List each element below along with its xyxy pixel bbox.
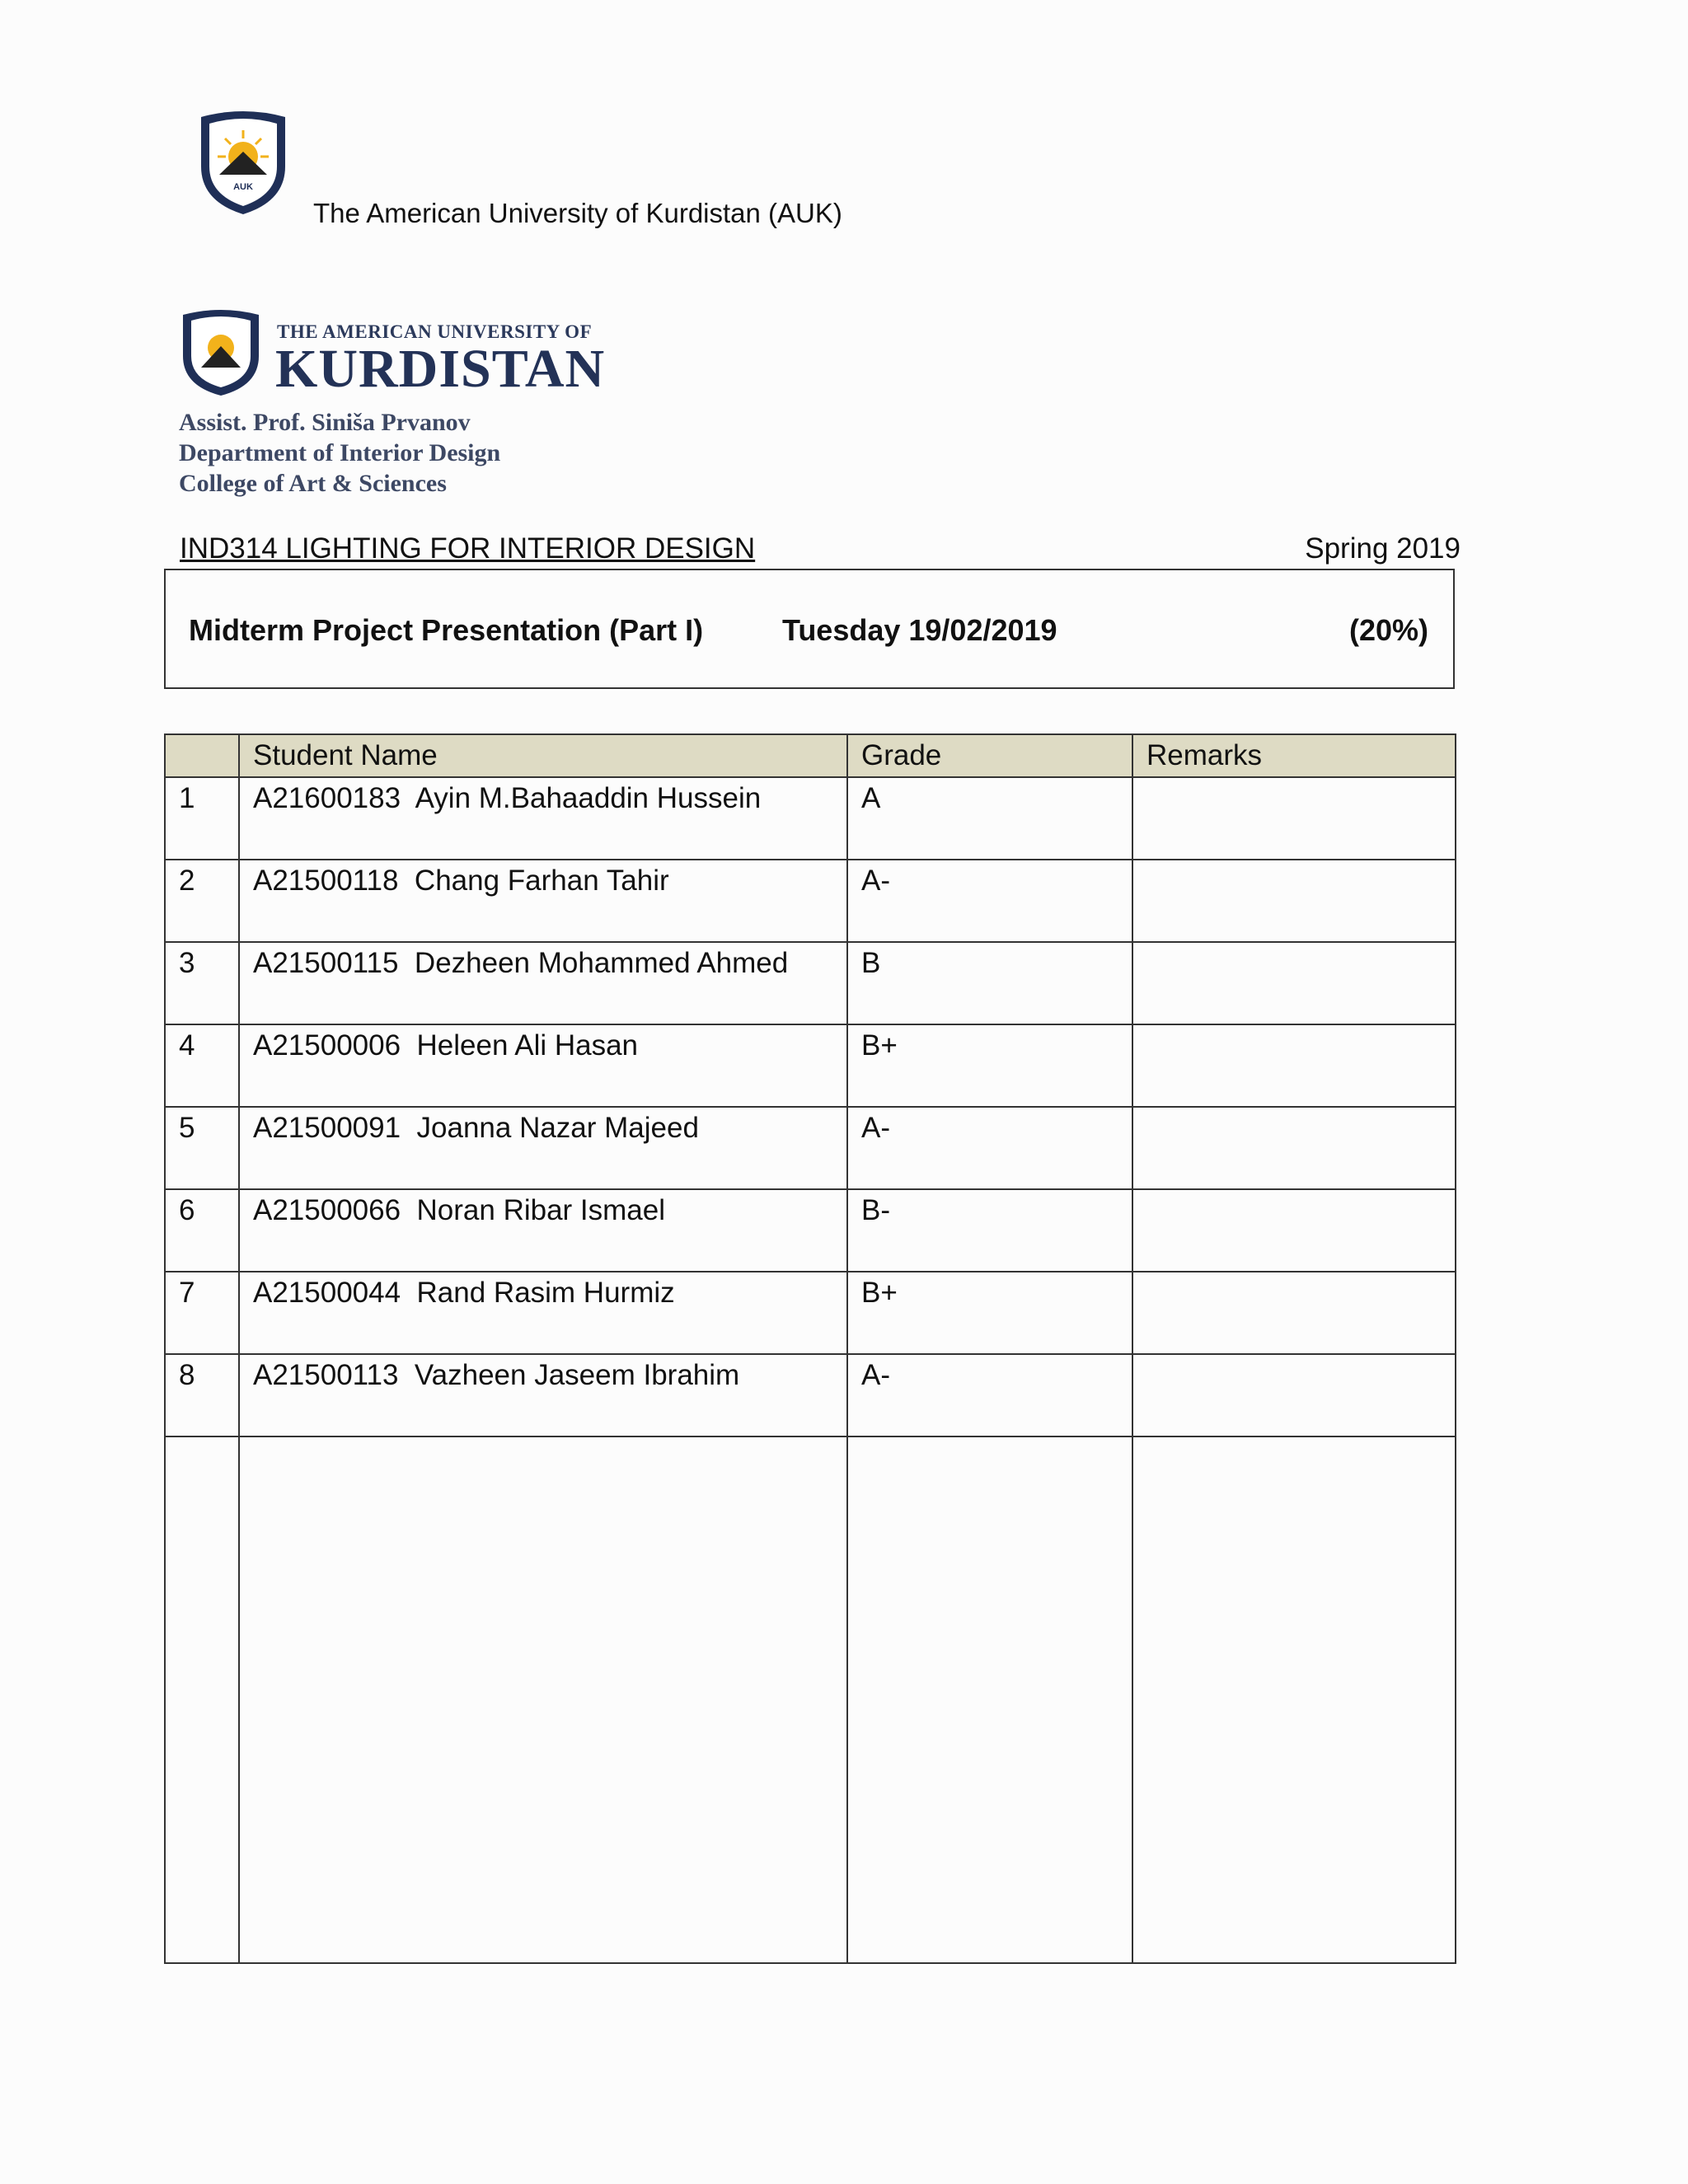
grade-cell: A- — [847, 860, 1132, 942]
student-cell: A21500006 Heleen Ali Hasan — [239, 1024, 847, 1107]
table-row — [165, 1024, 1456, 1107]
empty-cell — [165, 1436, 239, 1963]
project-title: Midterm Project Presentation (Part I) — [189, 613, 704, 647]
remarks-cell — [1132, 1354, 1456, 1436]
student-cell: A21500118 Chang Farhan Tahir — [239, 860, 847, 942]
project-date: Tuesday 19/02/2019 — [782, 613, 1057, 647]
column-header-number — [165, 734, 239, 777]
instructor-block — [179, 407, 500, 499]
project-weight: (20%) — [1348, 613, 1428, 647]
department-name: Department of Interior Design — [179, 439, 501, 466]
row-number: 2 — [165, 860, 239, 942]
auk-seal-icon — [195, 109, 292, 216]
student-cell: A21500113 Vazheen Jaseem Ibrahim — [239, 1354, 847, 1436]
grade-cell: B- — [847, 1189, 1132, 1272]
grade-cell: B+ — [847, 1272, 1132, 1354]
grade-cell: A — [847, 777, 1132, 860]
row-number: 4 — [165, 1024, 239, 1107]
row-number: 1 — [165, 777, 239, 860]
remarks-cell — [1132, 1272, 1456, 1354]
empty-cell — [1132, 1436, 1456, 1963]
grade-cell: B — [847, 942, 1132, 1024]
student-cell: A21500091 Joanna Nazar Majeed — [239, 1107, 847, 1189]
table-row — [165, 860, 1456, 942]
student-cell: A21600183 Ayin M.Bahaaddin Hussein — [239, 777, 847, 860]
instructor-name: Assist. Prof. Siniša Prvanov — [179, 409, 471, 436]
grade-cell: A- — [847, 1107, 1132, 1189]
auk-logo-icon — [180, 308, 262, 397]
remarks-cell — [1132, 942, 1456, 1024]
remarks-cell — [1132, 777, 1456, 860]
remarks-cell — [1132, 1107, 1456, 1189]
table-row — [165, 942, 1456, 1024]
table-row — [165, 1189, 1456, 1272]
remarks-cell — [1132, 860, 1456, 942]
college-name: College of Art & Sciences — [179, 470, 447, 497]
column-header-remarks: Remarks — [1132, 734, 1456, 777]
grade-cell: A- — [847, 1354, 1132, 1436]
column-header-grade: Grade — [847, 734, 1132, 777]
student-cell: A21500066 Noran Ribar Ismael — [239, 1189, 847, 1272]
empty-cell — [847, 1436, 1132, 1963]
grades-table — [164, 733, 1456, 1964]
empty-cell — [239, 1436, 847, 1963]
empty-table-row — [165, 1436, 1456, 1963]
seal-text: AUK — [233, 182, 253, 192]
row-number: 8 — [165, 1354, 239, 1436]
table-row — [165, 1272, 1456, 1354]
row-number: 7 — [165, 1272, 239, 1354]
remarks-cell — [1132, 1189, 1456, 1272]
student-cell: A21500044 Rand Rasim Hurmiz — [239, 1272, 847, 1354]
project-title-box — [164, 569, 1455, 689]
row-number: 3 — [165, 942, 239, 1024]
university-name: The American University of Kurdistan (AUK) — [313, 198, 842, 228]
table-row — [165, 1354, 1456, 1436]
semester: Spring 2019 — [1305, 532, 1461, 565]
table-row — [165, 777, 1456, 860]
grade-cell: B+ — [847, 1024, 1132, 1107]
course-title: IND314 LIGHTING FOR INTERIOR DESIGN — [180, 532, 756, 565]
remarks-cell — [1132, 1024, 1456, 1107]
table-header-row — [165, 734, 1456, 777]
table-row — [165, 1107, 1456, 1189]
logo-subtitle: THE AMERICAN UNIVERSITY OF — [277, 321, 593, 342]
column-header-student: Student Name — [239, 734, 847, 777]
student-cell: A21500115 Dezheen Mohammed Ahmed — [239, 942, 847, 1024]
logo-title: KURDISTAN — [275, 339, 606, 399]
row-number: 5 — [165, 1107, 239, 1189]
row-number: 6 — [165, 1189, 239, 1272]
